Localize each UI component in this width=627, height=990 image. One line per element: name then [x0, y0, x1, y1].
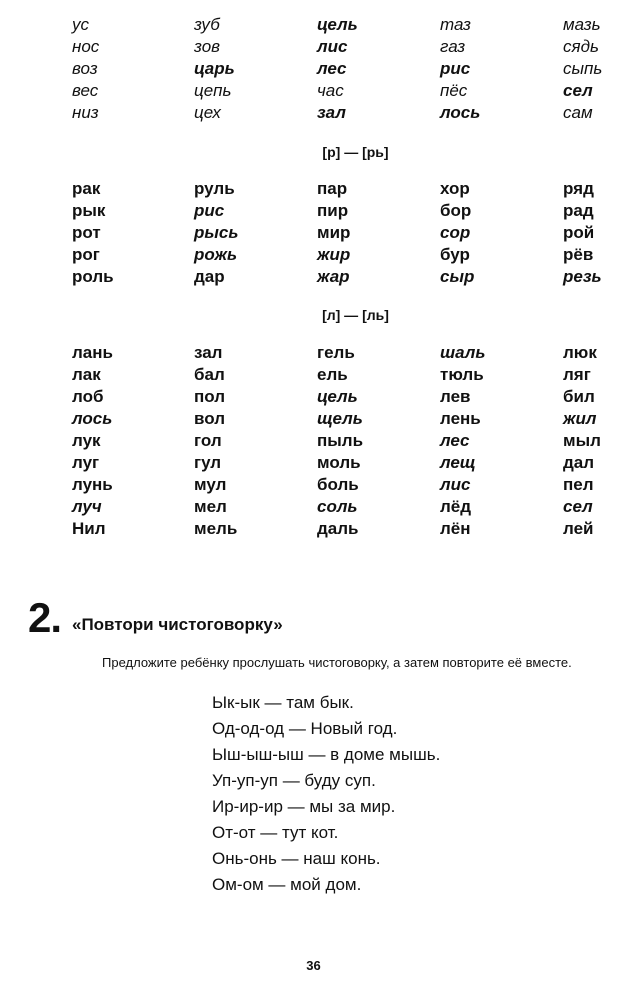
word-cell: нос: [72, 37, 100, 56]
word-cell: лак: [72, 365, 101, 384]
word-cell: рожь: [194, 245, 238, 264]
word-row: [0, 408, 627, 430]
word-cell: рысь: [194, 223, 239, 242]
word-cell: пёс: [440, 81, 468, 100]
word-cell: шаль: [440, 343, 486, 362]
word-cell: пол: [194, 387, 226, 406]
word-row: [0, 200, 627, 222]
word-cell: мел: [194, 497, 227, 516]
word-cell: даль: [317, 519, 359, 538]
word-cell: зал: [194, 343, 223, 362]
heading-l-lj-text: [л] — [ль]: [322, 307, 389, 323]
word-cell: цель: [317, 387, 358, 406]
word-cell: бор: [440, 201, 472, 220]
poem-line: Ыш-ыш-ыш — в доме мышь.: [212, 745, 441, 764]
word-cell: хор: [440, 179, 470, 198]
tongue-twister: [212, 690, 440, 898]
word-cell: вол: [194, 409, 225, 428]
word-cell: дар: [194, 267, 225, 286]
heading-r-rj: [0, 142, 627, 162]
word-row: [0, 244, 627, 266]
word-cell: луг: [72, 453, 100, 472]
word-cell: лей: [563, 519, 594, 538]
word-cell: сел: [563, 497, 593, 516]
word-cell: рой: [563, 223, 595, 242]
word-row: [0, 266, 627, 288]
word-cell: бур: [440, 245, 470, 264]
word-cell: низ: [72, 103, 99, 122]
word-cell: рак: [72, 179, 101, 198]
word-cell: лень: [440, 409, 481, 428]
word-cell: цель: [317, 15, 358, 34]
word-row: [0, 178, 627, 200]
word-cell: жир: [317, 245, 351, 264]
word-row: [0, 102, 627, 124]
word-cell: сор: [440, 223, 471, 242]
poem-line: Ык-ык — там бык.: [212, 693, 354, 712]
word-table-r: [0, 178, 627, 288]
word-cell: воз: [72, 59, 98, 78]
word-cell: соль: [317, 497, 358, 516]
word-cell: зов: [194, 37, 221, 56]
word-cell: сядь: [563, 37, 599, 56]
word-cell: резь: [563, 267, 602, 286]
word-cell: лань: [72, 343, 113, 362]
word-cell: ряд: [563, 179, 594, 198]
word-cell: пыль: [317, 431, 364, 450]
word-cell: ляг: [563, 365, 591, 384]
word-cell: лён: [440, 519, 471, 538]
word-cell: ус: [72, 15, 89, 34]
poem-line: Ом-ом — мой дом.: [212, 875, 362, 894]
heading-r-rj-text: [р] — [рь]: [322, 144, 389, 160]
word-row: [0, 14, 627, 36]
word-cell: лёд: [440, 497, 472, 516]
word-cell: руль: [194, 179, 235, 198]
word-cell: гель: [317, 343, 355, 362]
word-cell: рот: [72, 223, 101, 242]
word-cell: лось: [72, 409, 113, 428]
page-number: 36: [306, 958, 321, 973]
heading-l-lj: [0, 305, 627, 325]
section-instruction: Предложите ребёнку прослушать чистоговорку, а затем повторите её вместе.: [102, 655, 572, 670]
word-cell: моль: [317, 453, 361, 472]
word-cell: лес: [440, 431, 470, 450]
word-cell: сыр: [440, 267, 475, 286]
word-table-s-z-c-l: [0, 14, 627, 124]
word-cell: мазь: [563, 15, 601, 34]
word-cell: газ: [440, 37, 466, 56]
poem-line: Онь-онь — наш конь.: [212, 849, 381, 868]
word-cell: час: [317, 81, 344, 100]
word-row: [0, 474, 627, 496]
word-cell: дал: [563, 453, 595, 472]
word-cell: лис: [440, 475, 471, 494]
word-cell: лось: [440, 103, 481, 122]
word-cell: рис: [194, 201, 225, 220]
word-cell: пар: [317, 179, 348, 198]
word-cell: жил: [563, 409, 597, 428]
word-cell: тюль: [440, 365, 484, 384]
word-row: [0, 386, 627, 408]
word-cell: люк: [563, 343, 597, 362]
word-row: [0, 58, 627, 80]
word-cell: роль: [72, 267, 114, 286]
word-cell: зуб: [194, 15, 220, 34]
word-row: [0, 518, 627, 540]
word-cell: лис: [317, 37, 348, 56]
word-cell: лунь: [72, 475, 113, 494]
word-cell: вес: [72, 81, 99, 100]
word-cell: мир: [317, 223, 351, 242]
word-cell: рад: [563, 201, 594, 220]
word-row: [0, 496, 627, 518]
word-row: [0, 452, 627, 474]
poem-line: Од-од-од — Новый год.: [212, 719, 398, 738]
word-table-l: [0, 342, 627, 540]
word-cell: жар: [317, 267, 350, 286]
poem-line: Ир-ир-ир — мы за мир.: [212, 797, 396, 816]
word-cell: сел: [563, 81, 593, 100]
word-row: [0, 222, 627, 244]
word-cell: луч: [72, 497, 102, 516]
word-row: [0, 342, 627, 364]
word-cell: рёв: [563, 245, 594, 264]
poem-line: Уп-уп-уп — буду суп.: [212, 771, 376, 790]
word-row: [0, 364, 627, 386]
word-cell: бал: [194, 365, 225, 384]
word-cell: рис: [440, 59, 471, 78]
word-cell: гул: [194, 453, 222, 472]
word-row: [0, 430, 627, 452]
word-cell: боль: [317, 475, 359, 494]
word-cell: ель: [317, 365, 348, 384]
word-cell: лещ: [440, 453, 476, 472]
word-cell: сыпь: [563, 59, 603, 78]
word-cell: сам: [563, 103, 593, 122]
word-cell: рог: [72, 245, 100, 264]
section-number: 2.: [28, 594, 62, 641]
word-cell: царь: [194, 59, 235, 78]
word-cell: гол: [194, 431, 222, 450]
word-cell: мул: [194, 475, 227, 494]
word-cell: таз: [440, 15, 471, 34]
word-row: [0, 80, 627, 102]
poem-line: От-от — тут кот.: [212, 823, 339, 842]
word-cell: лоб: [72, 387, 104, 406]
word-cell: Нил: [72, 519, 106, 538]
section-title: «Повтори чистоговорку»: [72, 615, 283, 634]
word-cell: мыл: [563, 431, 601, 450]
word-cell: рык: [72, 201, 106, 220]
word-cell: цепь: [194, 81, 232, 100]
word-cell: пел: [563, 475, 594, 494]
word-cell: лев: [440, 387, 471, 406]
word-cell: зал: [317, 103, 346, 122]
word-cell: цех: [194, 103, 221, 122]
word-cell: бил: [563, 387, 595, 406]
word-cell: лук: [72, 431, 101, 450]
word-cell: лес: [317, 59, 347, 78]
word-cell: щель: [317, 409, 363, 428]
word-cell: пир: [317, 201, 349, 220]
word-cell: мель: [194, 519, 238, 538]
word-row: [0, 36, 627, 58]
